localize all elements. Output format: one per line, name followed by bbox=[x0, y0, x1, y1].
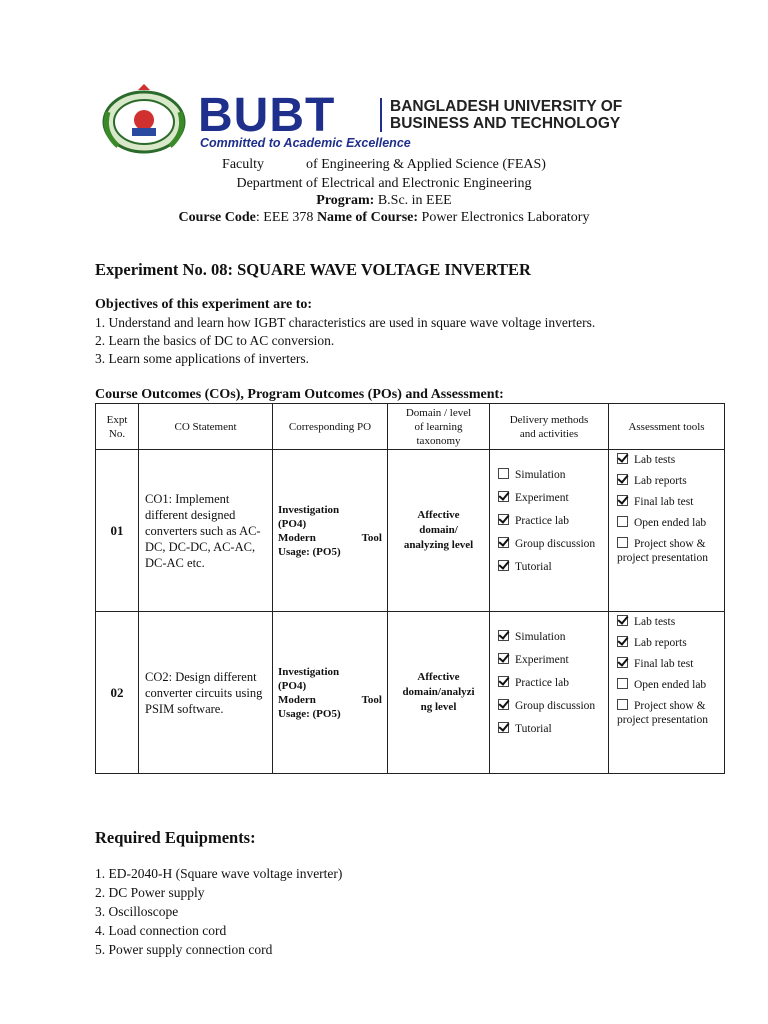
header-co-statement: CO Statement bbox=[139, 404, 273, 450]
department-line: Department of Electrical and Electronic Engineering bbox=[236, 176, 532, 191]
corresponding-po: Investigation (PO4) Modern Tool Usage: (PO5) bbox=[273, 450, 388, 612]
header-delivery: Delivery methods and activities bbox=[490, 404, 609, 450]
program-value: B.Sc. in EEE bbox=[374, 193, 452, 208]
assessment-option: Open ended lab bbox=[617, 516, 720, 530]
table-row bbox=[96, 612, 725, 774]
header-corresponding-po: Corresponding PO bbox=[273, 404, 388, 450]
course-code-label: Course Code bbox=[178, 210, 256, 225]
corresponding-po: Investigation (PO4) Modern Tool Usage: (PO5) bbox=[273, 612, 388, 774]
domain-level: Affective domain/ analyzing level bbox=[388, 450, 490, 612]
checkbox[interactable] bbox=[498, 537, 509, 548]
co-po-table bbox=[95, 403, 725, 774]
equipment-item: 2. DC Power supply bbox=[95, 885, 205, 900]
header-domain: Domain / level of learning taxonomy bbox=[388, 404, 490, 450]
assessment-option: Lab tests bbox=[617, 453, 720, 467]
equipment-item: 4. Load connection cord bbox=[95, 923, 227, 938]
university-name-line1: BANGLADESH UNIVERSITY OF bbox=[390, 98, 623, 115]
university-name bbox=[390, 98, 622, 132]
delivery-option: Practice lab bbox=[498, 676, 604, 690]
equipment-item: 3. Oscilloscope bbox=[95, 904, 179, 919]
checkbox[interactable] bbox=[617, 657, 628, 668]
program-label: Program: bbox=[316, 193, 375, 208]
objectives-heading: Objectives of this experiment are to: bbox=[95, 297, 313, 312]
delivery-methods bbox=[490, 450, 609, 612]
assessment-tools bbox=[609, 612, 725, 774]
delivery-option: Simulation bbox=[498, 630, 604, 644]
assessment-option: Open ended lab bbox=[617, 678, 720, 692]
assessment-option: Lab reports bbox=[617, 474, 720, 488]
objective-item: 1. Understand and learn how IGBT characteristics are used in square wave voltage inverters. bbox=[95, 315, 596, 330]
delivery-option: Tutorial bbox=[498, 560, 604, 574]
table-row bbox=[96, 450, 725, 612]
assessment-option: Project show & project presentation bbox=[617, 700, 709, 726]
checkbox[interactable] bbox=[498, 699, 509, 710]
assessment-option: Final lab test bbox=[617, 495, 720, 509]
delivery-option: Group discussion bbox=[498, 699, 604, 713]
checkbox[interactable] bbox=[617, 537, 628, 548]
checkbox[interactable] bbox=[498, 491, 509, 502]
co-statement: CO2: Design different converter circuits using PSIM software. bbox=[139, 612, 273, 774]
university-name-line2: BUSINESS AND TECHNOLOGY bbox=[390, 115, 621, 132]
delivery-option: Tutorial bbox=[498, 722, 604, 736]
assessment-option: Final lab test bbox=[617, 657, 720, 671]
expt-number: 01 bbox=[96, 450, 139, 612]
checkbox[interactable] bbox=[498, 722, 509, 733]
faculty-line: Faculty of Engineering & Applied Science (FEAS) bbox=[222, 157, 546, 172]
checkbox[interactable] bbox=[498, 676, 509, 687]
checkbox[interactable] bbox=[617, 453, 628, 464]
assessment-option: Lab reports bbox=[617, 636, 720, 650]
objective-item: 2. Learn the basics of DC to AC conversion. bbox=[95, 333, 335, 348]
program-line bbox=[0, 192, 768, 210]
checkbox[interactable] bbox=[617, 636, 628, 647]
checkbox[interactable] bbox=[617, 615, 628, 626]
objective-item: 3. Learn some applications of inverters. bbox=[95, 351, 310, 366]
experiment-title: Experiment No. 08: SQUARE WAVE VOLTAGE INVERTER bbox=[95, 260, 531, 279]
logo-divider bbox=[380, 98, 382, 132]
co-table-heading: Course Outcomes (COs), Program Outcomes (POs) and Assessment: bbox=[95, 387, 504, 402]
checkbox[interactable] bbox=[617, 678, 628, 689]
expt-number: 02 bbox=[96, 612, 139, 774]
assessment-option: Project show & project presentation bbox=[617, 538, 709, 564]
course-name-value: Power Electronics Laboratory bbox=[418, 210, 590, 225]
domain-level: Affective domain/analyzi ng level bbox=[388, 612, 490, 774]
checkbox[interactable] bbox=[498, 514, 509, 525]
header-expt: Expt No. bbox=[96, 404, 139, 450]
delivery-option: Experiment bbox=[498, 653, 604, 667]
header-assessment: Assessment tools bbox=[609, 404, 725, 450]
assessment-option: Lab tests bbox=[617, 615, 720, 629]
checkbox[interactable] bbox=[617, 516, 628, 527]
university-motto: Committed to Academic Excellence bbox=[200, 136, 411, 150]
checkbox[interactable] bbox=[498, 560, 509, 571]
delivery-option: Experiment bbox=[498, 491, 604, 505]
course-name-label: Name of Course: bbox=[316, 210, 419, 225]
equipment-item: 1. ED-2040-H (Square wave voltage inverter) bbox=[95, 866, 343, 881]
checkbox[interactable] bbox=[617, 699, 628, 710]
logo-wordmark: BUBT bbox=[198, 89, 336, 142]
course-code-value: : EEE 378 bbox=[255, 210, 317, 225]
delivery-option: Simulation bbox=[498, 468, 604, 482]
course-line bbox=[0, 209, 768, 227]
equipment-heading: Required Equipments: bbox=[95, 828, 256, 847]
university-seal-logo bbox=[98, 82, 194, 154]
equipment-item: 5. Power supply connection cord bbox=[95, 942, 273, 957]
checkbox[interactable] bbox=[617, 495, 628, 506]
checkbox[interactable] bbox=[498, 653, 509, 664]
checkbox[interactable] bbox=[498, 468, 509, 479]
checkbox[interactable] bbox=[617, 474, 628, 485]
delivery-option: Practice lab bbox=[498, 514, 604, 528]
assessment-tools bbox=[609, 450, 725, 612]
co-statement: CO1: Implement different designed converters such as AC-DC, DC-DC, AC-AC, DC-AC etc. bbox=[139, 450, 273, 612]
delivery-option: Group discussion bbox=[498, 537, 604, 551]
checkbox[interactable] bbox=[498, 630, 509, 641]
table-header-row bbox=[96, 404, 725, 450]
delivery-methods bbox=[490, 612, 609, 774]
